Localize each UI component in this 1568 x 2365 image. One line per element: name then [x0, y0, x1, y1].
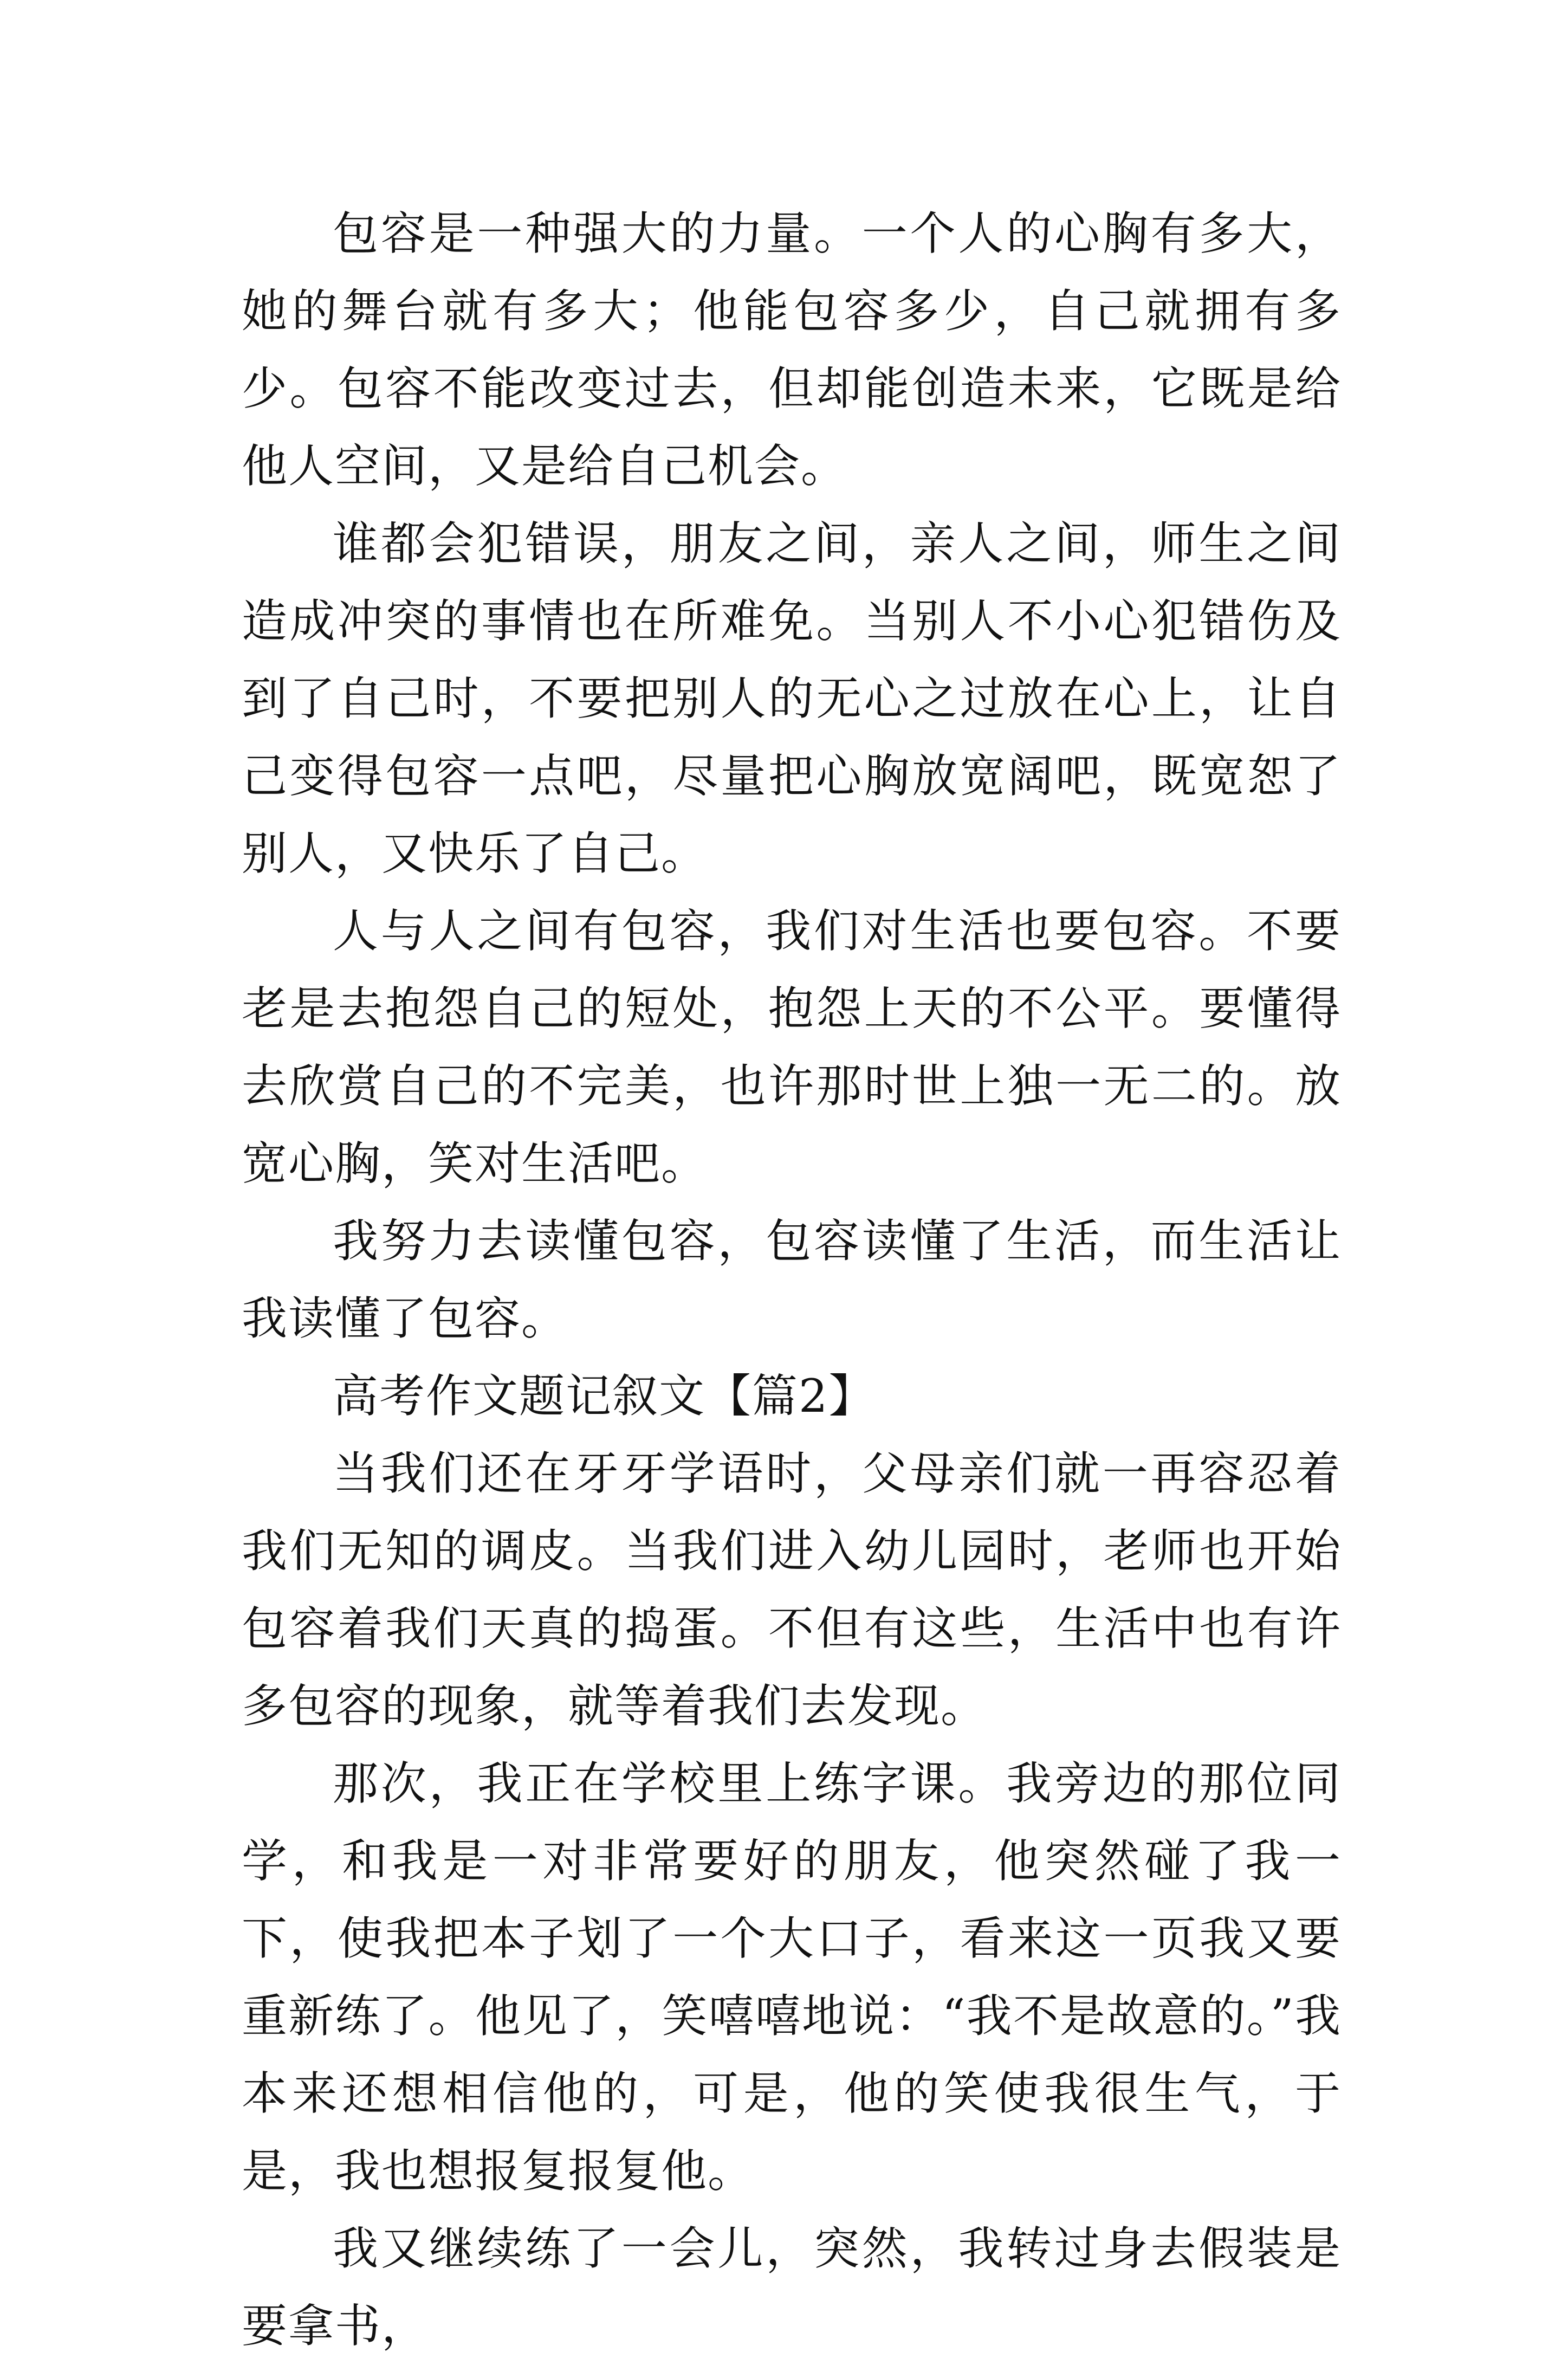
paragraph-1: 包容是一种强大的力量。一个人的心胸有多大，她的舞台就有多大；他能包容多少，自己就拥有多少。包容不能改变过去，但却能创造未来，它既是给他人空间，又是给自己机会。	[242, 207, 1342, 493]
paragraph-2: 谁都会犯错误，朋友之间，亲人之间，师生之间造成冲突的事情也在所难免。当别人不小心犯错伤及到了自己时，不要把别人的无心之过放在心上，让自己变得包容一点吧，尽量把心胸放宽阔吧，既宽恕了别人，又快乐了自己。	[242, 517, 1342, 880]
paragraph-4: 我努力去读懂包容，包容读懂了生活，而生活让我读懂了包容。	[242, 1214, 1342, 1345]
paragraph-5: 当我们还在牙牙学语时，父母亲们就一再容忍着我们无知的调皮。当我们进入幼儿园时，老师也开始包容着我们天真的捣蛋。不但有这些，生活中也有许多包容的现象，就等着我们去发现。	[242, 1447, 1342, 1733]
paragraph-3: 人与人之间有包容，我们对生活也要包容。不要老是去抱怨自己的短处，抱怨上天的不公平。要懂得去欣赏自己的不完美，也许那时世上独一无二的。放宽心胸，笑对生活吧。	[242, 904, 1342, 1190]
paragraph-6: 那次，我正在学校里上练字课。我旁边的那位同学，和我是一对非常要好的朋友，他突然碰了我一下，使我把本子划了一个大口子，看来这一页我又要重新练了。他见了，笑嘻嘻地说：“我不是故意的。”我本来还想相信他的，可是，他的笑使我很生气，于是，我也想报复报复他。	[242, 1757, 1342, 2198]
section-heading: 高考作文题记叙文【篇2】	[333, 1369, 876, 1423]
document-body	[242, 195, 1342, 2365]
paragraph-7: 我又继续练了一会儿，突然，我转过身去假装是要拿书，	[242, 2222, 1342, 2353]
